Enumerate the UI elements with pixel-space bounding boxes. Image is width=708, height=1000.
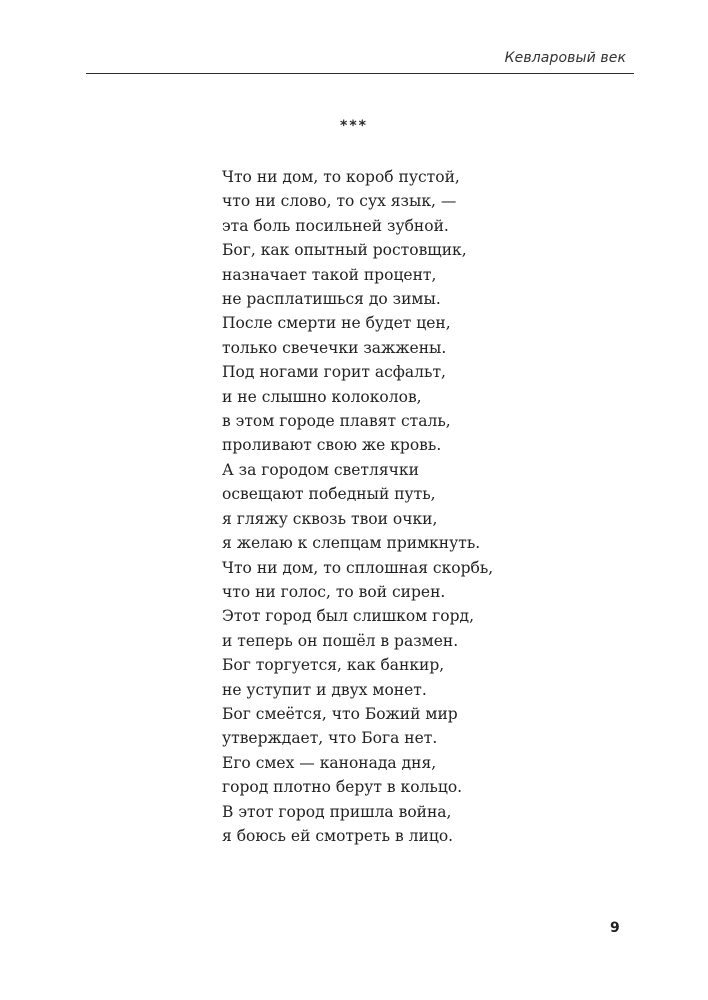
poem-line: что ни слово, то сух язык, —	[222, 192, 457, 211]
poem-line: Бог торгуется, как банкир,	[222, 656, 445, 675]
running-title: Кевларовый век	[504, 50, 626, 66]
poem-line: А за городом светлячки	[222, 460, 419, 479]
poem-line: назначает такой процент,	[222, 265, 437, 284]
poem-line: Под ногами горит асфальт,	[222, 363, 446, 382]
poem-line: не расплатишься до зимы.	[222, 290, 441, 309]
poem-text	[222, 165, 493, 848]
poem-line: Этот город был слишком горд,	[222, 607, 475, 626]
poem-line: я гляжу сквозь твои очки,	[222, 509, 438, 528]
poem-line: и не слышно колоколов,	[222, 387, 422, 406]
poem-line: освещают победный путь,	[222, 485, 436, 504]
poem-line: Что ни дом, то сплошная скорбь,	[222, 558, 494, 577]
poem-line: только свечечки зажжены.	[222, 338, 447, 357]
poem-line: После смерти не будет цен,	[222, 314, 451, 333]
poem-line: город плотно берут в кольцо.	[222, 778, 463, 797]
poem-line: я боюсь ей смотреть в лицо.	[222, 826, 454, 845]
poem-line: и теперь он пошёл в размен.	[222, 631, 459, 650]
poem-line: я желаю к слепцам примкнуть.	[222, 534, 481, 553]
poem-line: В этот город пришла война,	[222, 802, 452, 821]
poem-line: в этом городе плавят сталь,	[222, 412, 451, 431]
section-ornament: ***	[340, 118, 368, 134]
poem-line: эта боль посильней зубной.	[222, 216, 449, 235]
poem-line: утверждает, что Бога нет.	[222, 729, 438, 748]
poem-line: проливают свою же кровь.	[222, 436, 442, 455]
poem-line: что ни голос, то вой сирен.	[222, 582, 446, 601]
poem-line: Бог, как опытный ростовщик,	[222, 241, 467, 260]
poem-line: Его смех — канонада дня,	[222, 753, 437, 772]
poem-line: не уступит и двух монет.	[222, 680, 427, 699]
page-number: 9	[610, 920, 620, 936]
header-rule	[86, 73, 634, 74]
poem-line: Что ни дом, то короб пустой,	[222, 168, 460, 186]
poem-line: Бог смеётся, что Божий мир	[222, 704, 458, 723]
